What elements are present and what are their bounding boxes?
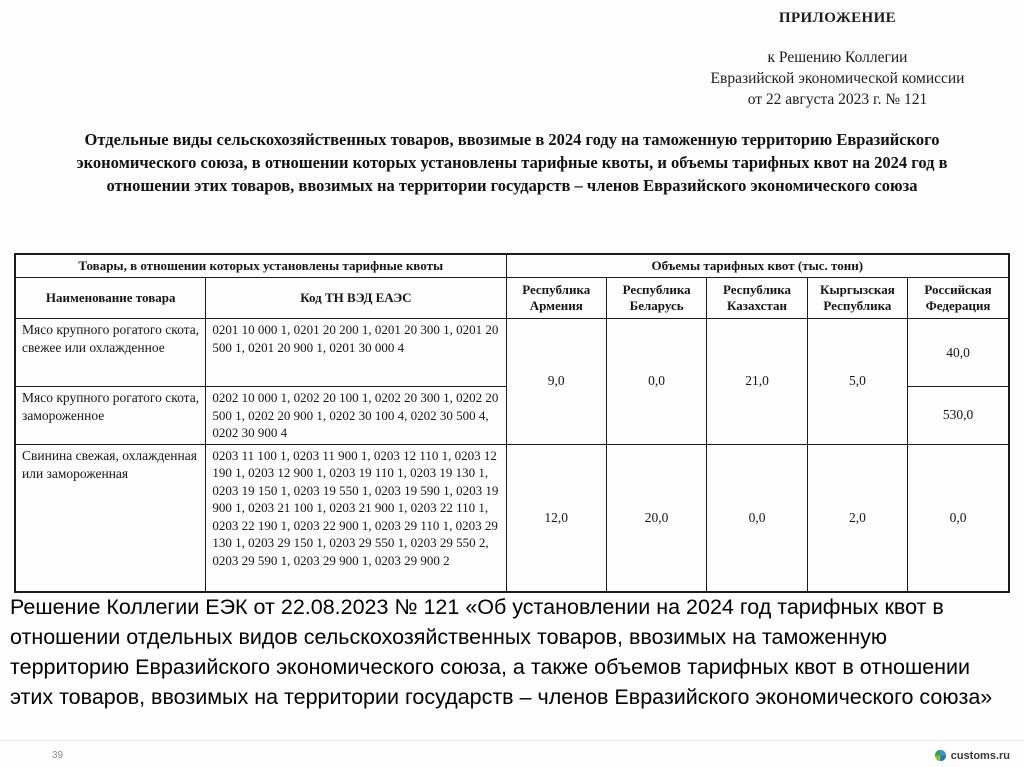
col-header-belarus: Республика Беларусь (606, 278, 706, 319)
quota-russia-beef-frozen: 530,0 (908, 387, 1009, 445)
col-header-russia: Российская Федерация (908, 278, 1009, 319)
col-header-code: Код ТН ВЭД ЕАЭС (206, 278, 506, 319)
annex-line-3: от 22 августа 2023 г. № 121 (747, 91, 928, 108)
quota-belarus-beef: 0,0 (606, 319, 706, 445)
table-row-beef-fresh (15, 319, 1009, 387)
quota-kazakhstan-beef: 21,0 (707, 319, 807, 445)
quota-armenia-beef: 9,0 (506, 319, 606, 445)
page-number: 39 (52, 750, 64, 761)
group-header-goods: Товары, в отношении которых установлены тарифные квоты (15, 254, 506, 278)
product-codes-beef-frozen: 0202 10 000 1, 0202 20 100 1, 0202 20 300 1, 0202 20 500 1, 0202 20 900 1, 0202 30 100 4, 0202 30 500 4, 0202 30 900 4 (206, 387, 506, 445)
quota-table-wrap (14, 253, 1010, 593)
col-header-armenia: Республика Армения (506, 278, 606, 319)
quota-table (14, 253, 1010, 593)
quota-armenia-pork: 12,0 (506, 444, 606, 592)
product-codes-pork: 0203 11 100 1, 0203 11 900 1, 0203 12 110 1, 0203 12 190 1, 0203 12 900 1, 0203 19 110 1, 0203 19 130 1, 0203 19 150 1, 0203 19 550 1, 0203 19 590 1, 0203 19 900 1, 0203 21 100 1, 0203 21 900 1, 0203 22 110 1, 0203 22 190 1, 0203 22 900 1, 0203 29 110 1, 0203 29 130 1, 0203 29 150 1, 0203 29 550 1, 0203 29 550 2, 0203 29 590 1, 0203 29 900 1, 0203 29 900 2 (206, 444, 506, 592)
table-row-pork (15, 444, 1009, 592)
annex-line-2: Евразийской экономической комиссии (710, 70, 965, 87)
col-header-kazakhstan: Республика Казахстан (707, 278, 807, 319)
table-group-header-row (15, 254, 1009, 278)
annex-line-1: к Решению Коллегии (767, 49, 908, 66)
footer-divider (0, 740, 1024, 741)
product-codes-beef-fresh: 0201 10 000 1, 0201 20 200 1, 0201 20 300 1, 0201 20 500 1, 0201 20 900 1, 0201 30 000 4 (206, 319, 506, 387)
customs-brand (934, 749, 1010, 762)
product-name-pork: Свинина свежая, охлажденная или замороженная (15, 444, 206, 592)
document-title: Отдельные виды сельскохозяйственных товаров, ввозимые в 2024 году на таможенную территорию Евразийского экономического союза, в отношении которых установлены тарифные квоты, и объемы тарифных квот на 2024 год в отношении этих товаров, ввозимых на территории государств – членов Евразийского экономического союза (76, 130, 948, 195)
product-name-beef-fresh: Мясо крупного рогатого скота, свежее или охлажденное (15, 319, 206, 387)
quota-kazakhstan-pork: 0,0 (707, 444, 807, 592)
customs-brand-label: customs.ru (950, 749, 1010, 762)
quota-kyrgyz-pork: 2,0 (807, 444, 907, 592)
product-name-beef-frozen: Мясо крупного рогатого скота, замороженное (15, 387, 206, 445)
annex-label: ПРИЛОЖЕНИЕ (778, 10, 897, 26)
annex-block (665, 10, 1010, 110)
quota-kyrgyz-beef: 5,0 (807, 319, 907, 445)
customs-logo-icon (934, 749, 947, 762)
quota-russia-beef-fresh: 40,0 (908, 319, 1009, 387)
quota-russia-pork: 0,0 (908, 444, 1009, 592)
decision-caption: Решение Коллегии ЕЭК от 22.08.2023 № 121 «Об установлении на 2024 год тарифных квот в отношении отдельных видов сельскохозяйственных товаров, ввозимых на таможенную территорию Евразийского экономического союза, а также объемов тарифных квот в отношении этих товаров, ввозимых на территории государств – членов Евразийского экономического союза» (10, 595, 993, 709)
annex-lines (665, 47, 1010, 110)
quota-belarus-pork: 20,0 (606, 444, 706, 592)
table-column-header-row (15, 278, 1009, 319)
col-header-product-name: Наименование товара (15, 278, 206, 319)
col-header-kyrgyz: Кыргызская Республика (807, 278, 907, 319)
group-header-volumes: Объемы тарифных квот (тыс. тонн) (506, 254, 1009, 278)
